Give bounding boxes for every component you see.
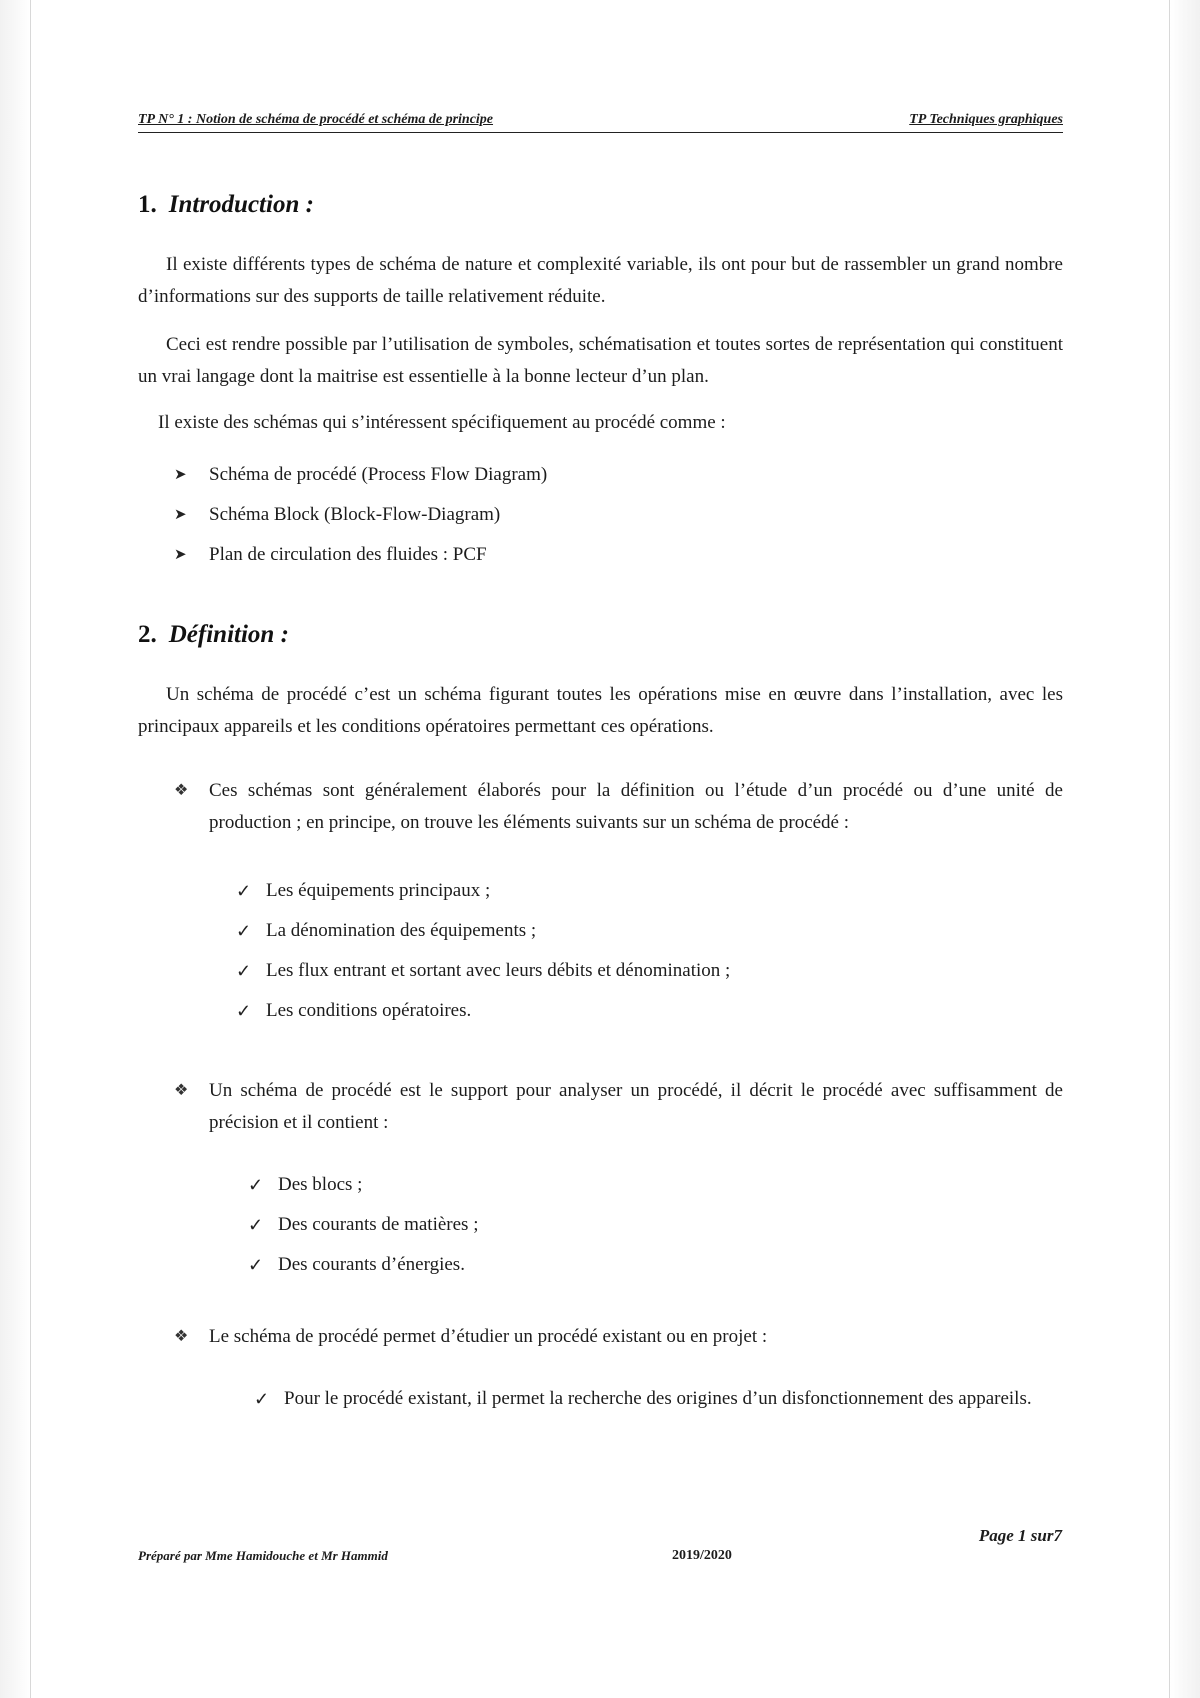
check-item-text: Des courants de matières ; xyxy=(278,1214,479,1235)
list-item-text: Schéma Block (Block-Flow-Diagram) xyxy=(209,504,501,525)
check-item xyxy=(236,991,1063,1031)
bullet-point xyxy=(174,1321,1063,1353)
check-item xyxy=(248,1205,1063,1245)
section-heading-definition xyxy=(138,621,1063,649)
bullet-point xyxy=(174,1075,1063,1139)
paragraph: Il existe différents types de schéma de nature et complexité variable, ils ont pour but de rassembler un grand nombre d’informations sur des supports de taille relativement réduite. xyxy=(138,254,1063,307)
list-item xyxy=(174,535,1063,575)
section-heading-introduction xyxy=(138,191,1063,219)
check-item-text: Les équipements principaux ; xyxy=(266,880,491,901)
check-item xyxy=(254,1383,1063,1415)
list-item-text: Schéma de procédé (Process Flow Diagram) xyxy=(209,464,548,485)
paragraph: Un schéma de procédé c’est un schéma figurant toutes les opérations mise en œuvre dans l’installation, avec les principaux appareils et les conditions opératoires permettant ces opérations. xyxy=(138,684,1063,737)
page-edge-right xyxy=(1169,0,1200,1698)
bullet-text: Un schéma de procédé est le support pour analyser un procédé, il décrit le procédé avec suffisamment de précision et il contient : xyxy=(209,1080,1063,1133)
four-diamond-bullet-icon: ❖ xyxy=(174,1082,189,1099)
checklist xyxy=(248,1165,1063,1285)
check-item-text: Des blocs ; xyxy=(278,1174,363,1195)
check-item xyxy=(236,951,1063,991)
check-item xyxy=(248,1245,1063,1285)
page-number: Page 1 sur7 xyxy=(978,1526,1062,1545)
checkmark-bullet-icon: ✓ xyxy=(248,1255,264,1275)
section-number: 2. xyxy=(138,621,157,648)
page-header xyxy=(138,108,1063,133)
paragraph: Ceci est rendre possible par l’utilisation de symboles, schématisation et toutes sortes de représentation qui constituent un vrai langage dont la maitrise est essentielle à la bonne lecteur d’un plan. xyxy=(138,334,1063,387)
checklist xyxy=(254,1383,1063,1415)
check-item xyxy=(236,911,1063,951)
header-title: TP N° 1 : Notion de schéma de procédé et schéma de principe xyxy=(138,112,494,127)
arrowhead-bullet-icon: ➤ xyxy=(174,507,187,523)
arrowhead-bullet-icon: ➤ xyxy=(174,467,187,483)
section-title: Introduction : xyxy=(168,191,314,218)
checkmark-bullet-icon: ✓ xyxy=(236,1001,252,1021)
checkmark-bullet-icon: ✓ xyxy=(254,1389,270,1409)
list-item xyxy=(174,495,1063,535)
arrowhead-bullet-icon: ➤ xyxy=(174,547,187,563)
checkmark-bullet-icon: ✓ xyxy=(236,921,252,941)
bullet-text: Ces schémas sont généralement élaborés pour la définition ou l’étude d’un procédé ou d’une unité de production ; en principe, on trouve les éléments suivants sur un schéma de procédé : xyxy=(209,780,1063,833)
check-item xyxy=(248,1165,1063,1205)
footer-year: 2019/2020 xyxy=(672,1548,732,1563)
checklist xyxy=(236,871,1063,1031)
checkmark-bullet-icon: ✓ xyxy=(248,1175,264,1195)
check-item-text: Les conditions opératoires. xyxy=(266,1000,472,1021)
section-number: 1. xyxy=(138,191,157,218)
list-item xyxy=(174,455,1063,495)
check-item-text: Des courants d’énergies. xyxy=(278,1254,465,1275)
list-item-text: Plan de circulation des fluides : PCF xyxy=(209,544,487,565)
page-edge-left xyxy=(0,0,31,1698)
bullet-text: Le schéma de procédé permet d’étudier un procédé existant ou en projet : xyxy=(209,1326,768,1347)
check-item xyxy=(236,871,1063,911)
schema-types-list xyxy=(174,455,1063,575)
header-course: TP Techniques graphiques xyxy=(909,112,1063,127)
checkmark-bullet-icon: ✓ xyxy=(236,881,252,901)
paragraph: Il existe des schémas qui s’intéressent spécifiquement au procédé comme : xyxy=(158,412,726,433)
section-title: Définition : xyxy=(168,621,289,648)
checkmark-bullet-icon: ✓ xyxy=(236,961,252,981)
checkmark-bullet-icon: ✓ xyxy=(248,1215,264,1235)
bullet-point xyxy=(174,775,1063,839)
check-item-text: Les flux entrant et sortant avec leurs débits et dénomination ; xyxy=(266,960,731,981)
four-diamond-bullet-icon: ❖ xyxy=(174,1328,189,1345)
four-diamond-bullet-icon: ❖ xyxy=(174,782,189,799)
check-item-text: Pour le procédé existant, il permet la recherche des origines d’un disfonctionnement des appareils. xyxy=(284,1388,1032,1409)
document-page xyxy=(138,108,1063,1415)
footer-author: Préparé par Mme Hamidouche et Mr Hammid xyxy=(138,1548,388,1563)
check-item-text: La dénomination des équipements ; xyxy=(266,920,537,941)
